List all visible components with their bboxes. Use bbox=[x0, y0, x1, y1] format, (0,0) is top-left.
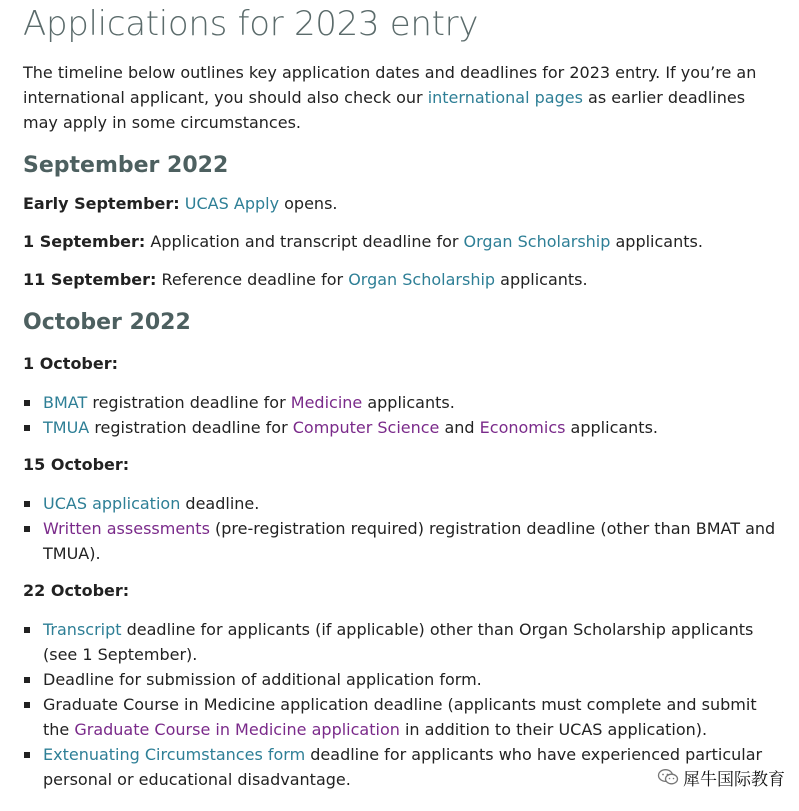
bullet-icon bbox=[24, 400, 30, 406]
early-september-line bbox=[23, 193, 783, 215]
economics-link[interactable]: Economics bbox=[479, 418, 566, 437]
bullet-icon bbox=[24, 702, 30, 708]
early-september-label: Early September: bbox=[23, 194, 180, 213]
twenty-second-october-label: 22 October: bbox=[23, 581, 130, 600]
organ-scholarship-link[interactable]: Organ Scholarship bbox=[463, 232, 611, 251]
early-september-text: opens. bbox=[279, 194, 338, 213]
list-item-text-end: in addition to their UCAS application). bbox=[399, 720, 708, 739]
list-item-text: deadline. bbox=[180, 494, 260, 513]
eleventh-september-label: 11 September: bbox=[23, 270, 157, 289]
first-september-line bbox=[23, 231, 783, 253]
eleventh-september-line bbox=[23, 269, 783, 291]
written-assessments-link[interactable]: Written assessments bbox=[43, 519, 210, 538]
list-item-text-and: and bbox=[439, 418, 480, 437]
first-october-label: 1 October: bbox=[23, 354, 119, 373]
extenuating-circumstances-form-link[interactable]: Extenuating Circumstances form bbox=[43, 745, 306, 764]
first-october-list bbox=[23, 390, 783, 440]
bullet-icon bbox=[24, 501, 30, 507]
list-item-text: (pre-registration required) registration deadline (other than BMAT and TMUA). bbox=[43, 519, 776, 563]
list-item bbox=[23, 415, 783, 440]
list-item-text: registration deadline for bbox=[87, 393, 291, 412]
heading-september-2022: September 2022 bbox=[23, 153, 229, 178]
list-item-text-end: applicants. bbox=[565, 418, 658, 437]
page-content bbox=[23, 0, 783, 792]
list-item bbox=[23, 667, 783, 692]
list-item bbox=[23, 491, 783, 516]
bullet-icon bbox=[24, 677, 30, 683]
tmua-link[interactable]: TMUA bbox=[43, 418, 90, 437]
ucas-apply-link[interactable]: UCAS Apply bbox=[184, 194, 280, 213]
list-item-text: Deadline for submission of additional application form. bbox=[43, 670, 482, 689]
medicine-link[interactable]: Medicine bbox=[290, 393, 363, 412]
organ-scholarship-link-2[interactable]: Organ Scholarship bbox=[348, 270, 496, 289]
transcript-link[interactable]: Transcript bbox=[43, 620, 122, 639]
watermark bbox=[657, 764, 785, 790]
eleventh-september-text: Reference deadline for bbox=[156, 270, 349, 289]
fifteenth-october-label-line bbox=[23, 454, 783, 476]
list-item-text: deadline for applicants (if applicable) other than Organ Scholarship applicants (see 1 September). bbox=[43, 620, 754, 664]
watermark-text: 犀牛国际教育 bbox=[683, 769, 785, 790]
eleventh-september-text-end: applicants. bbox=[495, 270, 588, 289]
list-item-text: registration deadline for bbox=[89, 418, 293, 437]
intro-text: The timeline below outlines key application dates and deadlines for 2023 entry. If you’re an international applicant, you should also check our bbox=[23, 63, 757, 107]
first-september-text: Application and transcript deadline for bbox=[145, 232, 464, 251]
first-october-label-line bbox=[23, 353, 783, 375]
heading-october-2022: October 2022 bbox=[23, 310, 191, 335]
list-item-text: deadline for applicants who have experienced particular personal or educational disadvantage. bbox=[43, 745, 763, 789]
intro-text-end: as earlier deadlines may apply in some circumstances. bbox=[23, 88, 746, 132]
list-item-text-end: applicants. bbox=[362, 393, 455, 412]
list-item bbox=[23, 516, 783, 566]
graduate-course-medicine-application-link[interactable]: Graduate Course in Medicine application bbox=[74, 720, 400, 739]
wechat-icon bbox=[657, 768, 679, 786]
page-title: Applications for 2023 entry bbox=[23, 4, 479, 44]
intro-paragraph bbox=[23, 60, 768, 135]
computer-science-link[interactable]: Computer Science bbox=[292, 418, 440, 437]
bmat-link[interactable]: BMAT bbox=[43, 393, 88, 412]
bullet-icon bbox=[24, 752, 30, 758]
first-september-text-end: applicants. bbox=[610, 232, 703, 251]
list-item bbox=[23, 617, 783, 667]
list-item bbox=[23, 390, 783, 415]
bullet-icon bbox=[24, 526, 30, 532]
bullet-icon bbox=[24, 627, 30, 633]
list-item bbox=[23, 692, 783, 742]
first-september-label: 1 September: bbox=[23, 232, 146, 251]
twenty-second-october-label-line bbox=[23, 580, 783, 602]
fifteenth-october-list bbox=[23, 491, 783, 566]
ucas-application-link[interactable]: UCAS application bbox=[43, 494, 181, 513]
bullet-icon bbox=[24, 425, 30, 431]
fifteenth-october-label: 15 October: bbox=[23, 455, 130, 474]
international-pages-link[interactable]: international pages bbox=[427, 88, 583, 107]
list-item-text: Graduate Course in Medicine application deadline (applicants must complete and submit the bbox=[43, 695, 757, 739]
